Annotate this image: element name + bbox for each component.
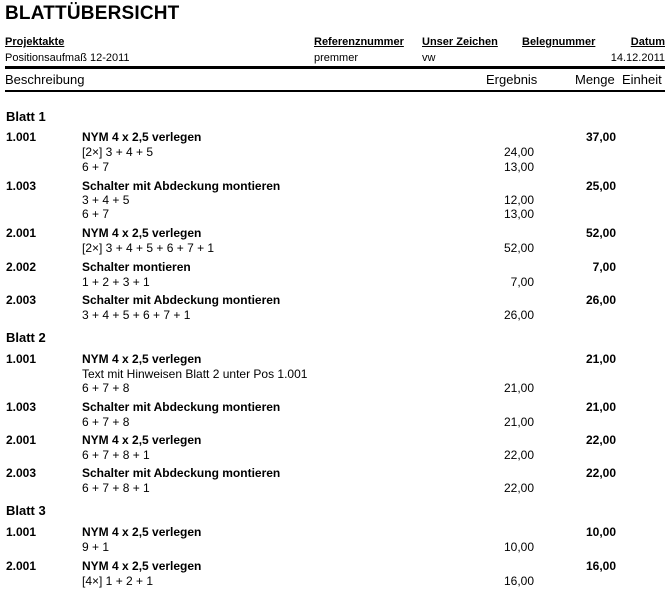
position-description: Schalter mit Abdeckung montieren [82, 466, 281, 480]
referenznummer-value: premmer [314, 52, 359, 64]
belegnummer-label: Belegnummer [522, 36, 596, 48]
position-number: 1.001 [6, 525, 37, 539]
position-description: NYM 4 x 2,5 verlegen [82, 226, 202, 240]
position-menge: 25,00 [585, 179, 616, 193]
header-divider [5, 66, 665, 69]
position-menge: 21,00 [585, 400, 616, 414]
position-menge: 37,00 [585, 130, 616, 144]
position-description: NYM 4 x 2,5 verlegen [82, 559, 202, 573]
position-menge: 21,00 [585, 352, 616, 366]
datum-label: Datum [630, 36, 665, 48]
position-description: NYM 4 x 2,5 verlegen [82, 433, 202, 447]
calc-line: [2×] 3 + 4 + 5 [82, 145, 154, 159]
calc-result: 21,00 [503, 415, 534, 429]
position-description: Schalter mit Abdeckung montieren [82, 293, 281, 307]
column-menge: Menge [575, 72, 615, 87]
position-description: NYM 4 x 2,5 verlegen [82, 130, 202, 144]
calc-line: [4×] 1 + 2 + 1 [82, 574, 154, 588]
column-beschreibung: Beschreibung [5, 72, 85, 87]
blatt-heading: Blatt 1 [6, 109, 46, 124]
calc-result: 21,00 [503, 381, 534, 395]
position-number: 2.001 [6, 226, 37, 240]
column-divider [5, 90, 665, 92]
position-number: 2.002 [6, 260, 37, 274]
page-title: BLATTÜBERSICHT [5, 3, 180, 24]
blatt-heading: Blatt 3 [6, 503, 46, 518]
calc-line: Text mit Hinweisen Blatt 2 unter Pos 1.001 [82, 367, 308, 381]
position-description: Schalter mit Abdeckung montieren [82, 179, 281, 193]
position-number: 2.001 [6, 559, 37, 573]
position-description: NYM 4 x 2,5 verlegen [82, 525, 202, 539]
position-menge: 52,00 [585, 226, 616, 240]
position-description: NYM 4 x 2,5 verlegen [82, 352, 202, 366]
referenznummer-label: Referenznummer [314, 36, 404, 48]
calc-line: 6 + 7 + 8 [82, 381, 130, 395]
position-number: 1.003 [6, 179, 37, 193]
datum-value: 14.12.2011 [610, 52, 665, 64]
calc-result: 26,00 [503, 308, 534, 322]
position-menge: 22,00 [585, 433, 616, 447]
calc-line: 3 + 4 + 5 + 6 + 7 + 1 [82, 308, 191, 322]
calc-result: 24,00 [503, 145, 534, 159]
position-number: 2.003 [6, 466, 37, 480]
position-menge: 7,00 [592, 260, 616, 274]
position-menge: 16,00 [585, 559, 616, 573]
position-number: 1.001 [6, 130, 37, 144]
calc-result: 12,00 [503, 193, 534, 207]
position-description: Schalter montieren [82, 260, 191, 274]
calc-result: 52,00 [503, 241, 534, 255]
position-menge: 22,00 [585, 466, 616, 480]
position-number: 2.003 [6, 293, 37, 307]
position-menge: 26,00 [585, 293, 616, 307]
position-description: Schalter mit Abdeckung montieren [82, 400, 281, 414]
calc-line: 3 + 4 + 5 [82, 193, 130, 207]
calc-line: [2×] 3 + 4 + 5 + 6 + 7 + 1 [82, 241, 215, 255]
projektakte-value: Positionsaufmaß 12-2011 [5, 52, 130, 64]
calc-result: 10,00 [503, 540, 534, 554]
position-number: 2.001 [6, 433, 37, 447]
unser-zeichen-value: vw [422, 52, 436, 64]
calc-result: 13,00 [503, 160, 534, 174]
calc-result: 22,00 [503, 448, 534, 462]
calc-line: 1 + 2 + 3 + 1 [82, 275, 150, 289]
position-number: 1.003 [6, 400, 37, 414]
blatt-heading: Blatt 2 [6, 330, 46, 345]
calc-result: 13,00 [503, 207, 534, 221]
calc-line: 9 + 1 [82, 540, 110, 554]
calc-line: 6 + 7 + 8 + 1 [82, 481, 150, 495]
calc-result: 16,00 [503, 574, 534, 588]
calc-result: 22,00 [503, 481, 534, 495]
unser-zeichen-label: Unser Zeichen [422, 36, 498, 48]
calc-line: 6 + 7 + 8 + 1 [82, 448, 150, 462]
calc-result: 7,00 [510, 275, 534, 289]
projektakte-label: Projektakte [5, 36, 65, 48]
calc-line: 6 + 7 [82, 160, 110, 174]
column-ergebnis: Ergebnis [486, 72, 538, 87]
position-number: 1.001 [6, 352, 37, 366]
calc-line: 6 + 7 [82, 207, 110, 221]
column-einheit: Einheit [622, 72, 662, 87]
position-menge: 10,00 [585, 525, 616, 539]
calc-line: 6 + 7 + 8 [82, 415, 130, 429]
